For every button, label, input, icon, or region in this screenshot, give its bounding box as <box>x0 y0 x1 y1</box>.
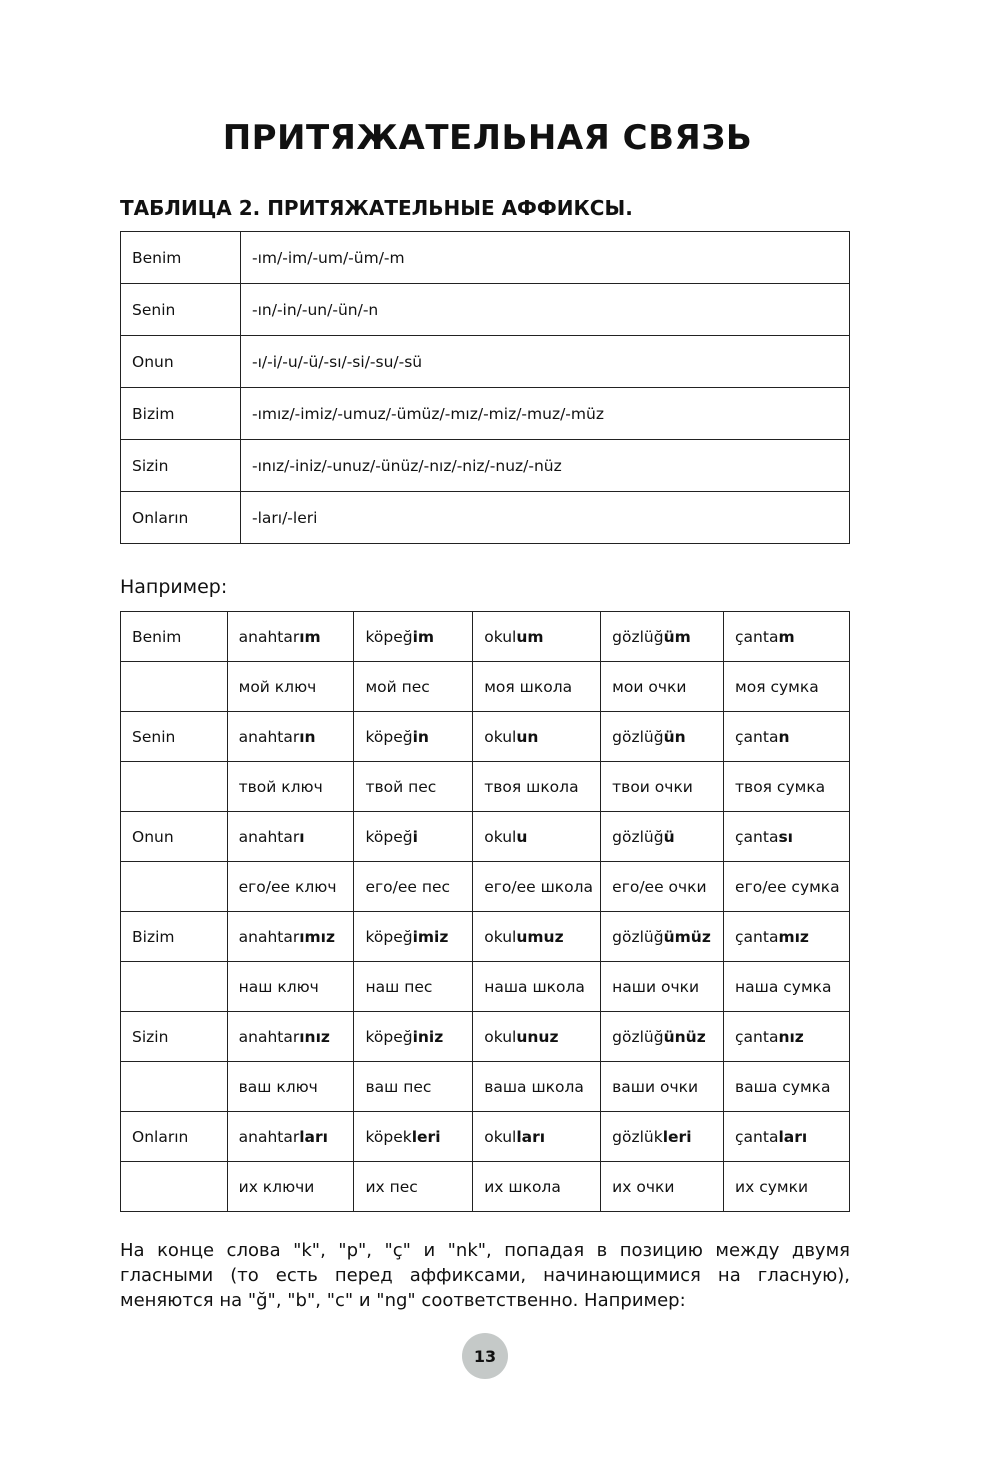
example-word-row <box>121 812 850 862</box>
word-stem: köpeğ <box>365 827 413 846</box>
example-pronoun: Bizim <box>121 912 228 962</box>
example-translation: ваш пес <box>354 1062 473 1112</box>
word-stem: çanta <box>735 727 779 746</box>
word-suffix: iniz <box>412 1027 444 1046</box>
word-suffix: ımız <box>299 927 336 946</box>
word-stem: köpeğ <box>365 727 413 746</box>
word-stem: köpeğ <box>365 1027 413 1046</box>
example-translation: его/ее сумка <box>724 862 850 912</box>
example-word <box>354 612 473 662</box>
example-translation: его/ее очки <box>601 862 724 912</box>
example-label: Например: <box>120 576 228 598</box>
example-translation: их школа <box>473 1162 601 1212</box>
example-translation: мой ключ <box>227 662 354 712</box>
example-word-row <box>121 1112 850 1162</box>
affix-forms: -ı/-i/-u/-ü/-sı/-si/-su/-sü <box>241 336 850 388</box>
word-stem: çanta <box>735 827 779 846</box>
example-word <box>724 1112 850 1162</box>
example-translation-row <box>121 962 850 1012</box>
example-translation: их ключи <box>227 1162 354 1212</box>
table-caption: ТАБЛИЦА 2. ПРИТЯЖАТЕЛЬНЫЕ АФФИКСЫ. <box>120 196 633 220</box>
word-suffix: um <box>516 627 544 646</box>
example-translation: мои очки <box>601 662 724 712</box>
word-suffix: mız <box>778 927 809 946</box>
example-translation: твоя школа <box>473 762 601 812</box>
empty-cell <box>121 962 228 1012</box>
example-word <box>227 612 354 662</box>
word-stem: anahtar <box>238 927 300 946</box>
word-suffix: ümüz <box>663 927 711 946</box>
affix-forms: -ınız/-iniz/-unuz/-ünüz/-nız/-niz/-nuz/-nüz <box>241 440 850 492</box>
example-translation-row <box>121 1162 850 1212</box>
example-word <box>473 712 601 762</box>
word-suffix: in <box>412 727 429 746</box>
example-word-row <box>121 712 850 762</box>
affix-row <box>121 440 850 492</box>
example-word <box>601 712 724 762</box>
example-word <box>354 912 473 962</box>
affix-row <box>121 284 850 336</box>
word-stem: okul <box>484 827 517 846</box>
word-stem: anahtar <box>238 827 300 846</box>
example-translation: ваш ключ <box>227 1062 354 1112</box>
example-word <box>724 812 850 862</box>
example-word <box>227 712 354 762</box>
word-stem: çanta <box>735 1127 779 1146</box>
example-word <box>354 1112 473 1162</box>
word-stem: gözlük <box>612 1127 663 1146</box>
affix-pronoun: Senin <box>121 284 241 336</box>
example-translation: ваша сумка <box>724 1062 850 1112</box>
affix-forms: -ın/-in/-un/-ün/-n <box>241 284 850 336</box>
word-suffix: ü <box>663 827 675 846</box>
empty-cell <box>121 662 228 712</box>
example-translation: твой ключ <box>227 762 354 812</box>
example-word <box>473 1112 601 1162</box>
word-suffix: unuz <box>516 1027 559 1046</box>
empty-cell <box>121 762 228 812</box>
word-suffix: ları <box>299 1127 328 1146</box>
word-stem: çanta <box>735 1027 779 1046</box>
word-stem: gözlüğ <box>612 727 664 746</box>
affix-pronoun: Benim <box>121 232 241 284</box>
affix-forms: -ım/-im/-um/-üm/-m <box>241 232 850 284</box>
example-word <box>473 612 601 662</box>
affix-pronoun: Sizin <box>121 440 241 492</box>
empty-cell <box>121 1162 228 1212</box>
word-stem: gözlüğ <box>612 627 664 646</box>
example-word <box>354 812 473 862</box>
affix-row <box>121 388 850 440</box>
example-word <box>724 712 850 762</box>
example-word <box>354 1012 473 1062</box>
example-translation-row <box>121 762 850 812</box>
word-suffix: i <box>412 827 418 846</box>
word-stem: okul <box>484 927 517 946</box>
word-suffix: ın <box>299 727 316 746</box>
example-translation: ваши очки <box>601 1062 724 1112</box>
example-translation: твой пес <box>354 762 473 812</box>
note-paragraph: На конце слова "k", "p", "ç" и "nk", попадая в позицию между двумя гласными (то есть перед аффиксами, начинающимися на гласную), меняются на "ğ", "b", "c" и "ng" соответственно. Например: <box>120 1240 850 1311</box>
example-translation: моя сумка <box>724 662 850 712</box>
example-translation: их очки <box>601 1162 724 1212</box>
word-suffix: imiz <box>412 927 449 946</box>
example-pronoun: Onun <box>121 812 228 862</box>
word-suffix: ım <box>299 627 321 646</box>
page-number: 13 <box>462 1333 508 1379</box>
word-suffix: un <box>516 727 539 746</box>
example-word <box>724 912 850 962</box>
word-stem: köpeğ <box>365 927 413 946</box>
example-word <box>473 912 601 962</box>
example-translation-row <box>121 662 850 712</box>
word-suffix: leri <box>662 1127 692 1146</box>
example-word <box>724 612 850 662</box>
example-table <box>120 611 850 1212</box>
word-stem: okul <box>484 1127 517 1146</box>
example-translation: его/ее пес <box>354 862 473 912</box>
word-stem: gözlüğ <box>612 927 664 946</box>
word-stem: çanta <box>735 627 779 646</box>
word-stem: anahtar <box>238 1027 300 1046</box>
example-translation: наш пес <box>354 962 473 1012</box>
word-stem: köpeğ <box>365 627 413 646</box>
example-translation: твоя сумка <box>724 762 850 812</box>
affix-row <box>121 232 850 284</box>
word-suffix: ları <box>778 1127 808 1146</box>
example-translation: наш ключ <box>227 962 354 1012</box>
affix-pronoun: Onun <box>121 336 241 388</box>
example-translation: мой пес <box>354 662 473 712</box>
affix-forms: -ları/-leri <box>241 492 850 544</box>
word-suffix: ünüz <box>663 1027 706 1046</box>
example-translation: их сумки <box>724 1162 850 1212</box>
example-translation: ваша школа <box>473 1062 601 1112</box>
word-stem: köpek <box>365 1127 412 1146</box>
word-suffix: ları <box>516 1127 546 1146</box>
example-translation: моя школа <box>473 662 601 712</box>
word-suffix: m <box>778 627 795 646</box>
example-word <box>473 812 601 862</box>
example-word <box>601 612 724 662</box>
example-translation: наша сумка <box>724 962 850 1012</box>
word-stem: anahtar <box>238 627 300 646</box>
affix-row <box>121 336 850 388</box>
example-word-row <box>121 612 850 662</box>
word-suffix: u <box>516 827 528 846</box>
example-translation: твои очки <box>601 762 724 812</box>
example-pronoun: Sizin <box>121 1012 228 1062</box>
word-stem: okul <box>484 1027 517 1046</box>
example-word <box>227 1012 354 1062</box>
example-word-row <box>121 912 850 962</box>
example-word <box>227 812 354 862</box>
word-suffix: n <box>778 727 790 746</box>
empty-cell <box>121 1062 228 1112</box>
empty-cell <box>121 862 228 912</box>
example-word <box>227 1112 354 1162</box>
word-stem: gözlüğ <box>612 827 664 846</box>
page-title: ПРИТЯЖАТЕЛЬНАЯ СВЯЗЬ <box>222 118 753 158</box>
example-word-row <box>121 1012 850 1062</box>
example-pronoun: Senin <box>121 712 228 762</box>
example-translation: их пес <box>354 1162 473 1212</box>
affix-row <box>121 492 850 544</box>
example-word <box>354 712 473 762</box>
example-pronoun: Benim <box>121 612 228 662</box>
word-suffix: sı <box>778 827 793 846</box>
word-stem: okul <box>484 727 517 746</box>
example-word <box>601 1112 724 1162</box>
example-translation: наша школа <box>473 962 601 1012</box>
example-word <box>601 912 724 962</box>
word-suffix: umuz <box>516 927 564 946</box>
affix-pronoun: Onların <box>121 492 241 544</box>
word-stem: anahtar <box>238 1127 300 1146</box>
example-translation-row <box>121 1062 850 1112</box>
example-word <box>601 1012 724 1062</box>
example-word <box>473 1012 601 1062</box>
word-suffix: ı <box>299 827 305 846</box>
word-stem: anahtar <box>238 727 300 746</box>
word-suffix: leri <box>411 1127 441 1146</box>
word-stem: çanta <box>735 927 779 946</box>
word-suffix: im <box>412 627 435 646</box>
example-word <box>601 812 724 862</box>
example-pronoun: Onların <box>121 1112 228 1162</box>
example-translation-row <box>121 862 850 912</box>
example-translation: наши очки <box>601 962 724 1012</box>
affix-forms: -ımız/-imiz/-umuz/-ümüz/-mız/-miz/-muz/-müz <box>241 388 850 440</box>
word-stem: gözlüğ <box>612 1027 664 1046</box>
word-suffix: üm <box>663 627 691 646</box>
example-word <box>227 912 354 962</box>
affix-table <box>120 231 850 544</box>
word-suffix: ınız <box>299 1027 330 1046</box>
word-suffix: nız <box>778 1027 804 1046</box>
word-stem: okul <box>484 627 517 646</box>
example-translation: его/ее школа <box>473 862 601 912</box>
affix-pronoun: Bizim <box>121 388 241 440</box>
word-suffix: ün <box>663 727 686 746</box>
example-translation: его/ее ключ <box>227 862 354 912</box>
example-word <box>724 1012 850 1062</box>
